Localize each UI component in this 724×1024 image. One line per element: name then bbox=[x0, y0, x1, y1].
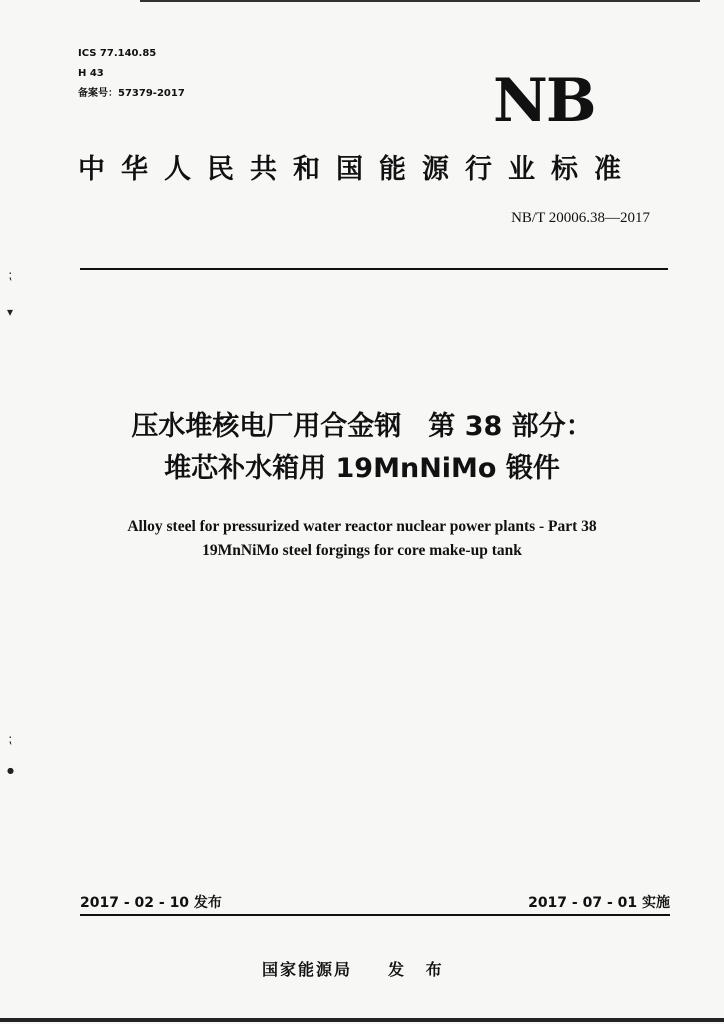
scan-bottom-edge bbox=[0, 1018, 724, 1022]
filing-number: 备案号：57379-2017 bbox=[78, 88, 185, 99]
standard-number: NB/T 20006.38—2017 bbox=[511, 210, 650, 226]
scan-mark: ⁏ bbox=[8, 732, 13, 746]
scan-mark: ▾ bbox=[7, 305, 14, 319]
implementation-date: 2017 - 07 - 01 实施 bbox=[528, 895, 670, 911]
ics-code: ICS 77.140.85 bbox=[78, 48, 157, 59]
english-title bbox=[0, 515, 724, 563]
nb-logo: NB bbox=[493, 66, 595, 136]
english-title-line-2: 19MnNiMo steel forgings for core make-up tank bbox=[202, 542, 522, 559]
english-title-line-1: Alloy steel for pressurized water reactor nuclear power plants - Part 38 bbox=[127, 518, 597, 535]
chinese-title-line-1: 压水堆核电厂用合金钢 第 38 部分： bbox=[131, 411, 593, 442]
organization-title: 中华人民共和国能源行业标准 bbox=[78, 154, 637, 185]
publisher-action: 发 布 bbox=[388, 960, 450, 979]
classification-block bbox=[78, 44, 185, 104]
publisher-organization: 国家能源局 bbox=[262, 960, 353, 979]
footer-rule bbox=[80, 914, 670, 916]
ccs-code: H 43 bbox=[78, 68, 104, 79]
scan-top-edge bbox=[140, 0, 700, 2]
chinese-title-line-2: 堆芯补水箱用 19MnNiMo 锻件 bbox=[164, 453, 560, 484]
chinese-title bbox=[0, 406, 724, 490]
scan-mark: ⁏ bbox=[8, 268, 13, 282]
header-rule bbox=[80, 268, 668, 270]
publisher-line bbox=[262, 958, 450, 982]
issue-date: 2017 - 02 - 10 发布 bbox=[80, 895, 222, 911]
scan-mark: ● bbox=[7, 766, 14, 775]
